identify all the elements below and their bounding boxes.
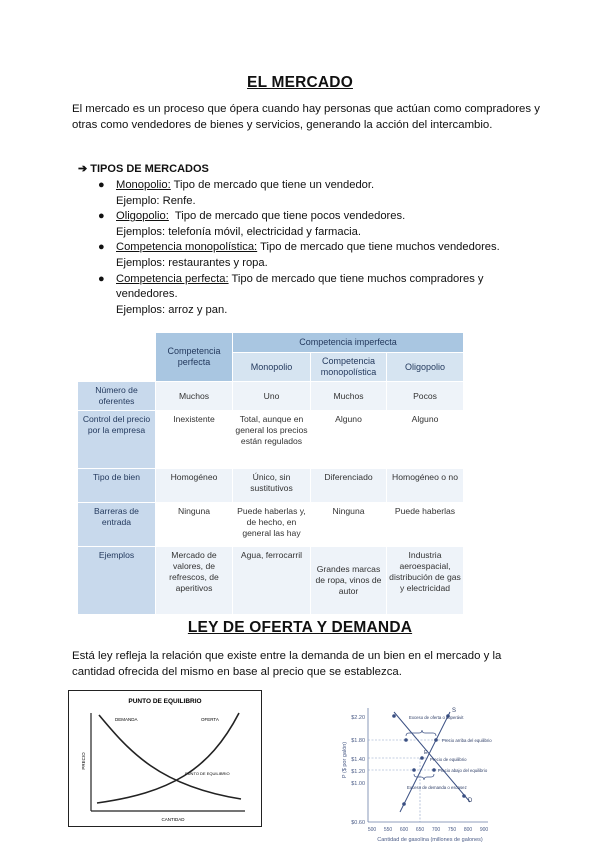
data-point — [392, 714, 396, 718]
gasoline-svg — [338, 700, 538, 845]
x-tick: 650 — [415, 827, 425, 833]
diagram-title: PUNTO DE EQUILIBRIO — [128, 698, 202, 705]
col-header-oligopoly: Oligopolio — [387, 353, 464, 382]
type-term: Competencia monopolística: — [116, 241, 258, 254]
type-desc: Tipo de mercado que tiene muchos compradores y vendedores. — [116, 272, 484, 301]
table-corner — [78, 333, 156, 382]
demand-curve — [99, 715, 241, 799]
table-cell: Homogéneo o no — [387, 469, 464, 503]
surplus-label: Exceso de oferta o superávit — [409, 715, 464, 720]
table-row — [78, 469, 464, 503]
list-item — [96, 272, 536, 319]
y-tick: $1.20 — [351, 769, 365, 775]
col-header-perfect: Competencia perfecta — [156, 333, 233, 382]
table-cell: Uno — [233, 382, 311, 411]
table-cell: Muchos — [156, 382, 233, 411]
supply-curve-label: S — [452, 708, 457, 714]
demand-curve-label: D — [468, 798, 473, 804]
table-row — [78, 547, 464, 615]
x-axis-label: Cantidad de gasolina (millones de galones) — [377, 837, 483, 843]
equilibrium-svg — [69, 691, 261, 826]
table-cell: Puede haberlas y, de hecho, en general las hay — [233, 503, 311, 547]
equilibrium-diagram — [68, 690, 262, 827]
table-row — [78, 503, 464, 547]
table-row — [78, 411, 464, 469]
bullet-icon: ● — [98, 210, 105, 223]
list-item — [96, 178, 536, 209]
table-row — [78, 382, 464, 411]
table-cell: Alguno — [311, 411, 387, 469]
types-list — [96, 178, 536, 318]
row-header: Ejemplos — [78, 547, 156, 615]
table-cell: Ninguna — [156, 503, 233, 547]
type-example: Ejemplos: arroz y pan. — [116, 303, 228, 316]
table-cell: Mercado de valores, de refrescos, de aperitivos — [156, 547, 233, 615]
type-example: Ejemplos: telefonía móvil, electricidad y farmacia. — [116, 225, 361, 238]
row-header: Control del precio por la empresa — [78, 411, 156, 469]
bullet-icon: ● — [98, 241, 105, 254]
x-tick: 800 — [463, 827, 473, 833]
data-point — [432, 768, 436, 772]
x-tick: 900 — [479, 827, 489, 833]
col-header-monopoly: Monopolio — [233, 353, 311, 382]
data-point — [434, 738, 438, 742]
data-point — [412, 768, 416, 772]
y-axis-label: PRECIO — [81, 752, 86, 770]
types-heading-text: TIPOS DE MERCADOS — [90, 163, 209, 175]
x-tick: 500 — [367, 827, 377, 833]
x-tick: 700 — [431, 827, 441, 833]
y-tick: $1.40 — [351, 757, 365, 763]
data-point — [402, 802, 406, 806]
table-cell: Total, aunque en general los precios están regulados — [233, 411, 311, 469]
type-desc: Tipo de mercado que tiene pocos vendedores. — [168, 210, 406, 223]
x-tick: 550 — [383, 827, 393, 833]
equilibrium-label: PUNTO DE EQUILIBRIO — [185, 771, 230, 776]
table-cell: Único, sin sustitutivos — [233, 469, 311, 503]
y-tick: $2.20 — [351, 715, 365, 721]
gasoline-market-diagram — [338, 700, 538, 845]
col-group-imperfect: Competencia imperfecta — [233, 333, 464, 353]
data-point — [420, 756, 424, 760]
table-cell: Muchos — [311, 382, 387, 411]
x-tick: 600 — [399, 827, 409, 833]
type-example: Ejemplos: restaurantes y ropa. — [116, 256, 268, 269]
table-cell: Diferenciado — [311, 469, 387, 503]
supply-curve — [400, 712, 450, 812]
y-tick: $1.00 — [351, 781, 365, 787]
table-cell: Grandes marcas de ropa, vinos de autor — [311, 547, 387, 615]
data-point — [404, 738, 408, 742]
type-term: Monopolio: — [116, 179, 171, 191]
supply-label: OFERTA — [201, 717, 219, 722]
table-cell: Alguno — [387, 411, 464, 469]
types-heading — [78, 162, 209, 175]
list-item — [96, 209, 536, 240]
below-eq-label: Precio abajo del equilibrio — [438, 768, 488, 773]
law-paragraph: Está ley refleja la relación que existe entre la demanda de un bien en el mercado y la cantidad ofrecida del mismo en base al precio que se establezca. — [72, 650, 502, 678]
table-cell: Agua, ferrocarril — [233, 547, 311, 615]
y-tick: $0.60 — [351, 820, 365, 826]
col-header-monopolistic: Competencia monopolística — [311, 353, 387, 382]
above-eq-label: Precio arriba del equilibrio — [442, 738, 492, 743]
x-tick: 750 — [447, 827, 457, 833]
table-cell: Ninguna — [311, 503, 387, 547]
type-term: Competencia perfecta: — [116, 272, 229, 285]
list-item — [96, 240, 536, 271]
market-types-table — [77, 332, 464, 615]
row-header: Número de oferentes — [78, 382, 156, 411]
page-title: EL MERCADO — [247, 74, 353, 91]
intro-paragraph: El mercado es un proceso que ópera cuando hay personas que actúan como compradores y otras como vendedores de bienes y servicios, generando la acción del intercambio. — [72, 103, 540, 131]
type-desc: Tipo de mercado que tiene un vendedor. — [170, 179, 375, 191]
supply-curve — [97, 713, 239, 803]
bullet-icon: ● — [98, 179, 105, 191]
y-tick: $1.80 — [351, 738, 365, 744]
y-axis-label: P ($ por galón) — [342, 741, 348, 779]
bullet-icon: ● — [98, 272, 105, 285]
eq-price-label: Precio de equilibrio — [430, 757, 467, 762]
table-cell: Puede haberlas — [387, 503, 464, 547]
type-example: Ejemplo: Renfe. — [116, 194, 196, 207]
row-header: Tipo de bien — [78, 469, 156, 503]
type-desc: Tipo de mercado que tiene muchos vendedores. — [257, 241, 500, 254]
eq-point-label: E — [424, 750, 428, 756]
type-term: Oligopolio: — [116, 210, 169, 223]
table-cell: Inexistente — [156, 411, 233, 469]
table-cell: Homogéneo — [156, 469, 233, 503]
demand-label: DEMANDA — [115, 717, 138, 722]
arrow-right-icon: ➔ — [78, 163, 88, 175]
table-cell: Pocos — [387, 382, 464, 411]
law-title: LEY DE OFERTA Y DEMANDA — [187, 619, 413, 636]
x-axis-label: CANTIDAD — [161, 817, 185, 822]
data-point — [462, 794, 466, 798]
table-cell: Industria aeroespacial, distribución de gas y electricidad — [387, 547, 464, 615]
shortage-label: Exceso de demanda o escasez — [407, 785, 467, 790]
row-header: Barreras de entrada — [78, 503, 156, 547]
